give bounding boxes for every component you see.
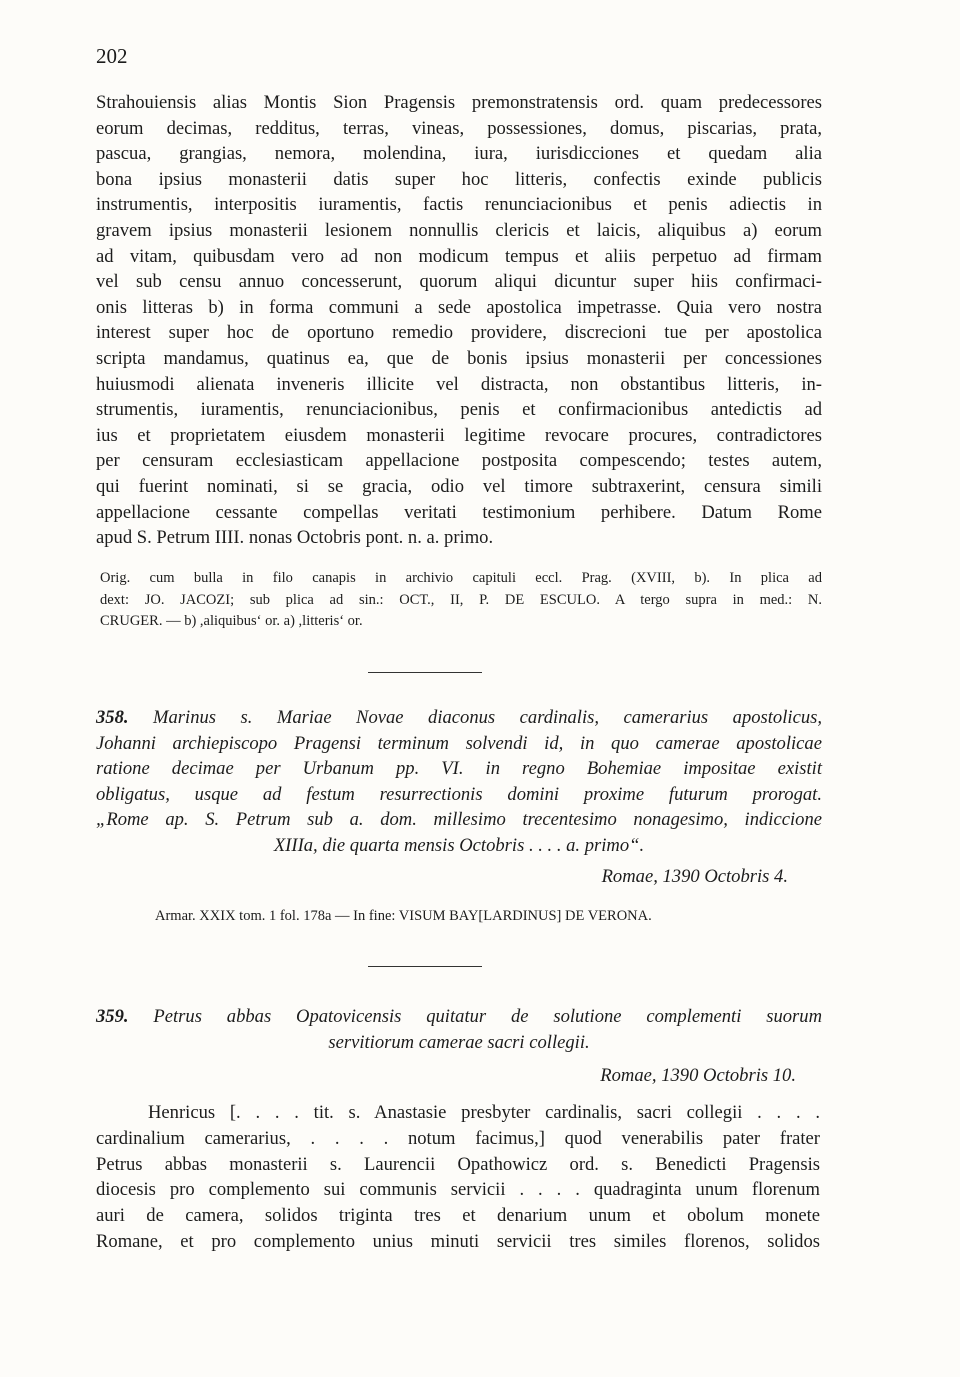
heading-text: „Rome ap. S. Petrum sub a. dom. millesimo trecentesimo nonagesimo, indiccione (96, 809, 822, 831)
text-line: appellacione cessante compellas veritati testimonium perhibere. Datum Rome (96, 501, 822, 523)
heading-text: servitiorum camerae sacri collegii. (328, 1031, 590, 1053)
text-line: per censuram ecclesiasticam appellacione postposita compescendo; testes autem, (96, 450, 822, 472)
text-line: strumentis, iuramentis, renunciacionibus, penis et confirmacionibus antedictis ad (96, 399, 822, 421)
text-line: scripta mandamus, quatinus ea, que de bonis ipsius monasterii per concessiones (96, 347, 822, 369)
text-line: onis litteras b) in forma communi a sede apostolica impetrasse. Quia vero nostra (96, 296, 822, 318)
heading-line (96, 807, 822, 833)
text-line: interest super hoc de oportuno remedio providere, discrecioni tue per apostolica (96, 322, 822, 344)
text-line: eorum decimas, redditus, terras, vineas, possessiones, domus, piscarias, prata, (96, 117, 822, 139)
text-line: huiusmodi alienata inveneris illicite vel distracta, non obstantibus litteris, in- (96, 373, 822, 395)
section-divider (368, 672, 482, 673)
text-line: Strahouiensis alias Montis Sion Pragensis premonstratensis ord. quam predecessores (96, 92, 822, 113)
charter-357-note (100, 568, 822, 633)
text-line: diocesis pro complemento sui communis servicii . . . . quadraginta unum florenum (96, 1179, 820, 1201)
heading-line (96, 1004, 822, 1030)
heading-text: Marinus s. Mariae Novae diaconus cardinalis, camerarius apostolicus, (153, 707, 822, 728)
text-line: cardinalium camerarius, . . . . notum facimus,] quod venerabilis pater frater (96, 1127, 820, 1149)
note-line: CRUGER. — b) ,aliquibus‘ or. a) ,litteris‘ or. (100, 613, 363, 629)
text-line: instrumentis, interpositis iuramentis, factis renunciacionibus et penis adiectis in (96, 194, 822, 216)
heading-line (96, 782, 822, 808)
section-divider (368, 966, 482, 967)
text-line: ius et proprietatem eiusdem monasterii legitime revocare procures, contradictores (96, 424, 822, 446)
heading-text: Petrus abbas Opatovicensis quitatur de solutione complementi suorum (153, 1006, 823, 1027)
heading-text: obligatus, usque ad festum resurrectionis domini proxime futurum prorogat. (96, 783, 822, 805)
heading-text: XIIIa, die quarta mensis Octobris . . . . a. primo“. (273, 834, 645, 856)
text-line: auri de camera, solidos triginta tres et denarium unum et obolum monete (96, 1205, 820, 1227)
text-line: gravem ipsius monasterii lesionem nonnullis clericis et laicis, aliquibus a) eorum (96, 219, 822, 241)
charter-number: 359. (96, 1006, 154, 1027)
text-line: Romane, et pro complemento unius minuti servicii tres similes florenos, solidos (96, 1230, 820, 1252)
text-line: pascua, grangias, nemora, molendina, iura, iurisdicciones et quedam alia (96, 143, 822, 165)
charter-number: 358. (96, 707, 154, 728)
heading-line (96, 731, 822, 757)
text-line: vel sub censu annuo concesserunt, quorum aliqui dicuntur super hiis confirmaci- (96, 271, 822, 293)
note-line: dext: JO. JACOZI; sub plica ad sin.: OCT., II, P. DE ESCULO. A tergo supra in med.: N. (100, 591, 822, 608)
heading-text: Johanni archiepiscopo Pragensi terminum solvendi id, in quo camerae apostolicae (96, 732, 822, 754)
heading-line (96, 833, 822, 859)
heading-line (96, 756, 822, 782)
page-number: 202 (96, 44, 128, 68)
heading-line (96, 1030, 822, 1056)
charter-359-dateline: Romae, 1390 Octobris 10. (600, 1065, 796, 1086)
charter-359-heading (96, 1004, 822, 1055)
heading-line (96, 705, 822, 731)
charter-358-heading (96, 705, 822, 859)
text-line: qui fuerint nominati, si se gracia, odio vel timore subtraxerint, censura simili (96, 475, 822, 497)
charter-359-text (96, 1100, 820, 1255)
text-line: ad vitam, quibusdam vero ad non modicum tempus et aliis perpetuo ad firmam (96, 245, 822, 267)
text-line: apud S. Petrum IIII. nonas Octobris pont. n. a. primo. (96, 527, 494, 549)
text-line: bona ipsius monasterii datis super hoc litteris, confectis exinde publicis (96, 168, 822, 190)
charter-358-note: Armar. XXIX tom. 1 fol. 178a — In fine: VISUM BAY[LARDINUS] DE VERONA. (155, 908, 652, 924)
charter-358-dateline: Romae, 1390 Octobris 4. (601, 866, 788, 887)
text-line: Petrus abbas monasterii s. Laurencii Opathowicz ord. s. Benedicti Pragensis (96, 1153, 820, 1175)
note-line: Orig. cum bulla in filo canapis in archivio capituli eccl. Prag. (XVIII, b). In plica ad (100, 570, 822, 586)
heading-text: ratione decimae per Urbanum pp. VI. in regno Bohemiae impositae existit (96, 758, 822, 780)
charter-357-text (96, 90, 822, 551)
text-line: Henricus [. . . . tit. s. Anastasie presbyter cardinalis, sacri collegii . . . . (148, 1102, 820, 1123)
